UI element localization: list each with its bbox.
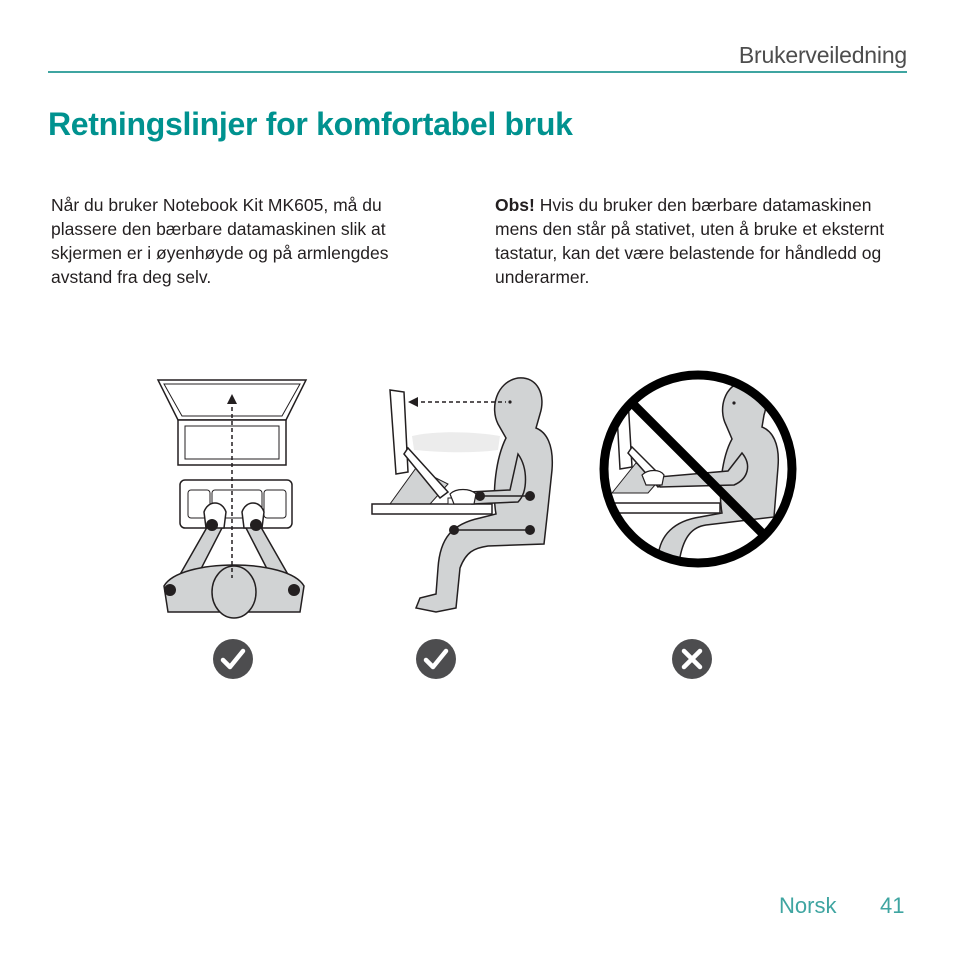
right-column-text: Hvis du bruker den bærbare datamaskinen mens den står på stativet, uten å bruke et eksternt tastatur, kan det være belastende for håndledd og underarmer. — [495, 195, 885, 287]
page-title: Retningslinjer for komfortabel bruk — [48, 106, 573, 142]
left-column-text: Når du bruker Notebook Kit MK605, må du plassere den bærbare datamaskinen slik at skjermen er i øyenhøyde og på armlengdes avstand fra deg selv. — [51, 195, 389, 287]
side-view-illustration — [368, 372, 558, 622]
header-section-label: Brukerveiledning — [738, 42, 907, 68]
right-column — [495, 193, 915, 289]
checkmark-icon — [415, 638, 457, 680]
header-divider — [48, 71, 907, 73]
prohibited-illustration — [596, 367, 800, 571]
cross-icon — [671, 638, 713, 680]
footer-page-number: 41 — [880, 893, 905, 918]
left-column — [51, 193, 451, 289]
right-column-paragraph — [495, 193, 915, 289]
top-view-illustration — [150, 372, 320, 622]
footer-language: Norsk — [779, 893, 837, 918]
checkmark-icon — [212, 638, 254, 680]
obs-label: Obs! — [495, 195, 535, 215]
